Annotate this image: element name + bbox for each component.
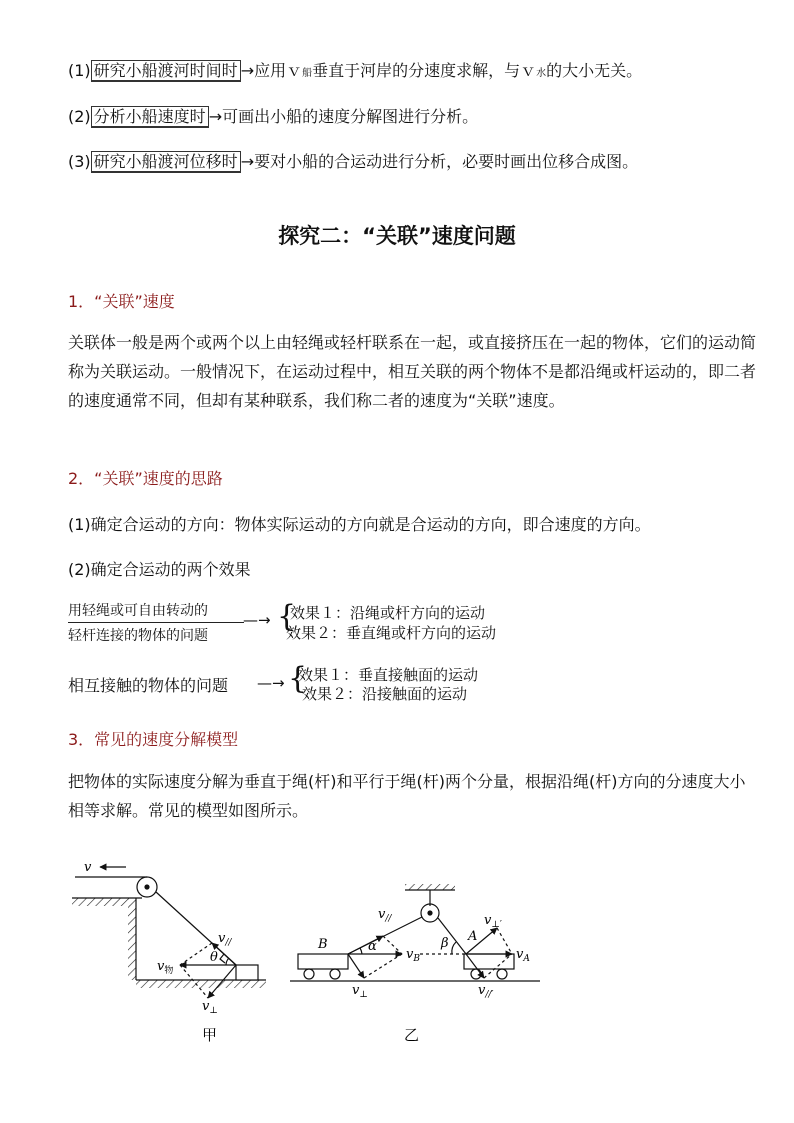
item-2-number: (2): [68, 107, 91, 126]
case1-divider: [68, 622, 244, 623]
case1-brace: {: [277, 599, 297, 634]
item-1: [68, 58, 642, 81]
yi-vA-label: $v_A$: [516, 947, 530, 964]
figure-yi: [290, 884, 540, 981]
section1-paragraph: 关联体一般是两个或两个以上由轻绳或轻杆联系在一起，或直接挤压在一起的物体，它们的运动简称为关联运动。一般情况下，在运动过程中，相互关联的两个物体不是都沿绳或杆运动的，即二者的速度通常不同，但却有某种联系，我们称二者的速度为“关联”速度。: [68, 333, 757, 410]
jia-vobj-label: $v_物$: [157, 959, 174, 976]
item-1-arrow: →: [240, 61, 255, 80]
figure-jia: [72, 867, 266, 998]
item-3: [68, 149, 638, 172]
yi-alpha-label: α: [368, 939, 377, 954]
item-3-text: 要对小船的合运动进行分析，必要时画出位移合成图。: [254, 152, 639, 171]
section3-heading: 3．常见的速度分解模型: [68, 730, 239, 749]
section1-heading: 1．“关联”速度: [68, 292, 175, 311]
item-3-number: (3): [68, 152, 91, 171]
item-1-text-c: 的大小无关。: [546, 61, 643, 80]
section2-heading: 2．“关联”速度的思路: [68, 469, 223, 488]
page-title: 探究二：“关联”速度问题: [278, 224, 516, 248]
section2-step1: (1)确定合运动的方向：物体实际运动的方向就是合运动的方向，即合速度的方向。: [68, 515, 651, 534]
section3-paragraph: 把物体的实际速度分解为垂直于绳(杆)和平行于绳(杆)两个分量，根据沿绳(杆)方向的分速度大小相等求解。常见的模型如图所示。: [68, 772, 746, 820]
item-1-text-a: 应用ｖ: [254, 61, 303, 80]
yi-beta-label: β: [441, 936, 449, 951]
yi-caption: 乙: [404, 1026, 420, 1044]
velocity-decomposition-figure: [0, 840, 794, 1070]
case2-arrow: —→: [257, 674, 285, 692]
item-2-arrow: →: [208, 107, 223, 126]
case1-arrow: —→: [243, 611, 271, 629]
yi-vperp2-label: $v_{\perp'}$: [484, 913, 502, 930]
item-1-number: (1): [68, 61, 91, 80]
jia-v-label: v: [84, 860, 92, 875]
section2-step2: (2)确定合运动的两个效果: [68, 560, 251, 579]
case2-brace: {: [288, 661, 308, 696]
item-3-box: 研究小船渡河位移时: [91, 151, 241, 173]
case2-effect1: 效果１：垂直接触面的运动: [298, 666, 479, 684]
jia-vpar-label: $v_{//}$: [218, 931, 232, 948]
case2-effect2: 效果２：沿接触面的运动: [302, 685, 468, 703]
item-1-box: 研究小船渡河时间时: [91, 60, 241, 82]
case1-effect2: 效果２：垂直绳或杆方向的运动: [286, 624, 497, 642]
yi-vB-label: $v_B$: [406, 947, 420, 964]
jia-theta-label: θ: [210, 950, 218, 965]
jia-vperp-label: $v_\perp$: [202, 999, 218, 1016]
item-2: [68, 104, 478, 127]
case1-top: 用轻绳或可自由转动的: [68, 603, 208, 619]
yi-vpar2-label: $v_{//'}$: [478, 983, 494, 1000]
item-2-text: 可画出小船的速度分解图进行分析。: [222, 107, 479, 126]
item-1-sub: 船: [302, 68, 313, 79]
item-2-box: 分析小船速度时: [91, 106, 209, 128]
case1-bottom: 轻杆连接的物体的问题: [68, 628, 208, 644]
item-1-text-b: 垂直于河岸的分速度求解，与ｖ: [312, 61, 537, 80]
item-3-arrow: →: [240, 152, 255, 171]
case1-effect1: 效果１：沿绳或杆方向的运动: [290, 604, 486, 622]
case2-text: 相互接触的物体的问题: [68, 676, 229, 695]
item-1-sub2: 水: [536, 68, 547, 79]
yi-vperp-label: $v_\perp$: [352, 983, 368, 1000]
jia-caption: 甲: [202, 1026, 218, 1044]
yi-A-label: A: [468, 929, 478, 944]
yi-B-label: B: [318, 937, 328, 952]
yi-vpar-label: $v_{//}$: [378, 907, 392, 924]
